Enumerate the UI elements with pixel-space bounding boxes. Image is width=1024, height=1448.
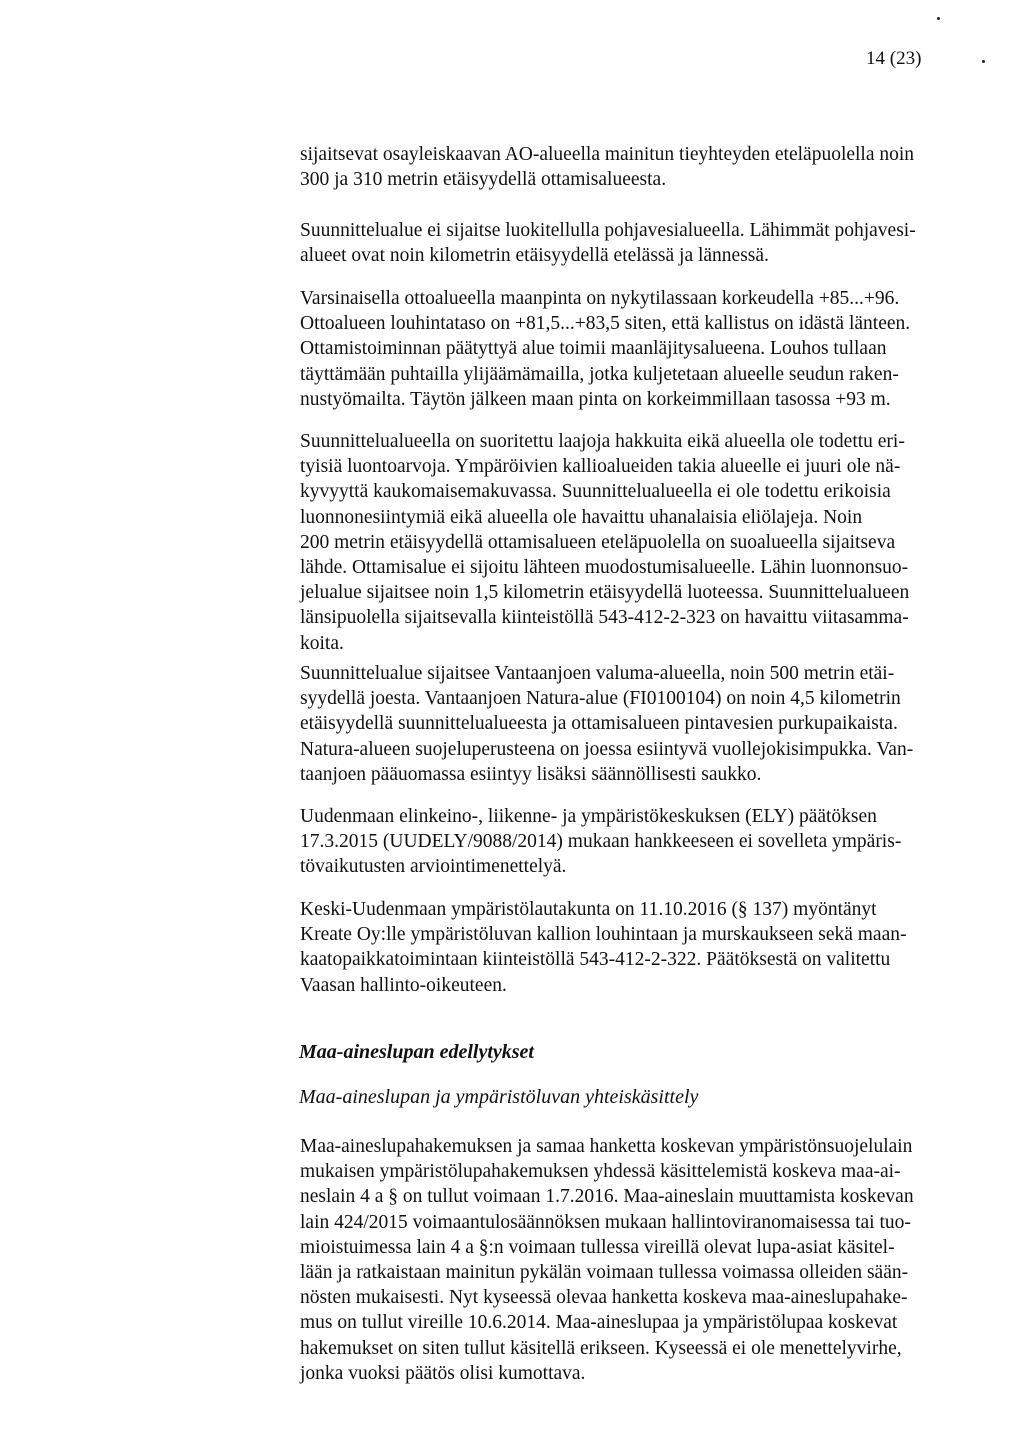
paragraph-line: länsipuolella sijaitsevalla kiinteistöllä 543-412-2-323 on havaittu viitasamma- bbox=[300, 607, 909, 629]
scan-dot-mark bbox=[982, 60, 985, 63]
paragraph-line: täyttämään puhtailla ylijäämämailla, jotka kuljetetaan alueelle seudun raken- bbox=[300, 363, 899, 385]
paragraph-line: tövaikutusten arviointimenettelyä. bbox=[300, 856, 567, 878]
paragraph-line: jonka vuoksi päätös olisi kumottava. bbox=[300, 1362, 586, 1384]
paragraph-line: Suunnittelualue ei sijaitse luokitellulla pohjavesialueella. Lähimmät pohjavesi- bbox=[300, 220, 916, 241]
paragraph-line: neslain 4 a § on tullut voimaan 1.7.2016. Maa-aineslain muuttamista koskevan bbox=[300, 1186, 914, 1208]
subsection-heading: Maa-aineslupan ja ympäristöluvan yhteiskäsittely bbox=[299, 1086, 699, 1108]
paragraph-location bbox=[300, 142, 990, 192]
paragraph-groundwater bbox=[300, 218, 990, 268]
paragraph-watershed bbox=[300, 661, 990, 787]
paragraph-ely-decision bbox=[300, 804, 990, 880]
paragraph-line: Maa-aineslupahakemuksen ja samaa hanketta koskevan ympäristönsuojelulain bbox=[300, 1136, 913, 1157]
paragraph-line: Vaasan hallinto-oikeuteen. bbox=[300, 974, 507, 996]
paragraph-line: Ottamistoiminnan päätyttyä alue toimii maanläjitysalueena. Louhos tullaan bbox=[300, 338, 887, 360]
paragraph-line: mioistuimessa lain 4 a §:n voimaan tullessa vireillä olevat lupa-asiat käsitel- bbox=[300, 1236, 895, 1258]
paragraph-line: taanjoen pääuomassa esiintyy lisäksi säännöllisesti saukko. bbox=[300, 763, 762, 785]
paragraph-line: kaatopaikkatoimintaan kiinteistöllä 543-412-2-322. Päätöksestä on valitettu bbox=[300, 949, 891, 971]
paragraph-line: Suunnittelualueella on suoritettu laajoja hakkuita eikä alueella ole todettu eri- bbox=[300, 431, 905, 452]
paragraph-line: lain 424/2015 voimaantulosäännöksen mukaan hallintoviranomaisessa tai tuo- bbox=[300, 1211, 911, 1233]
paragraph-line: kyvyyttä kaukomaisemakuvassa. Suunnittelualueella ei ole todettu erikoisia bbox=[300, 481, 891, 503]
paragraph-line: tyisiä luontoarvoja. Ympäröivien kallioalueiden takia alueelle ei juuri ole nä- bbox=[300, 456, 901, 478]
paragraph-line: lään ja ratkaistaan mainitun pykälän voimaan tullessa voimassa olleiden sään- bbox=[300, 1262, 909, 1284]
paragraph-line: alueet ovat noin kilometrin etäisyydellä etelässä ja lännessä. bbox=[300, 245, 769, 267]
paragraph-line: Suunnittelualue sijaitsee Vantaanjoen valuma-alueella, noin 500 metrin etäi- bbox=[300, 663, 895, 684]
paragraph-line: sijaitsevat osayleiskaavan AO-alueella mainitun tieyhteyden eteläpuolella noin bbox=[300, 144, 915, 165]
paragraph-elevation bbox=[300, 286, 990, 412]
paragraph-environmental-permit bbox=[300, 897, 990, 998]
paragraph-joint-processing bbox=[300, 1134, 990, 1386]
paragraph-line: Keski-Uudenmaan ympäristölautakunta on 11.10.2016 (§ 137) myöntänyt bbox=[300, 899, 877, 920]
paragraph-line: Varsinaisella ottoalueella maanpinta on nykytilassaan korkeudella +85...+96. bbox=[300, 288, 900, 309]
paragraph-line: mukaisen ympäristölupahakemuksen yhdessä käsittelemistä koskeva maa-ai- bbox=[300, 1161, 901, 1183]
paragraph-line: mus on tullut vireille 10.6.2014. Maa-aineslupaa ja ympäristölupaa koskevat bbox=[300, 1312, 898, 1334]
scan-dot-mark bbox=[937, 17, 940, 20]
paragraph-line: jelualue sijaitsee noin 1,5 kilometrin etäisyydellä luoteessa. Suunnittelualueen bbox=[300, 582, 910, 604]
paragraph-line: 200 metrin etäisyydellä ottamisalueen eteläpuolella on suoalueella sijaitseva bbox=[300, 531, 896, 553]
paragraph-line: koita. bbox=[300, 632, 344, 654]
paragraph-line: 17.3.2015 (UUDELY/9088/2014) mukaan hankkeeseen ei sovelleta ympäris- bbox=[300, 831, 902, 853]
section-heading: Maa-aineslupan edellytykset bbox=[299, 1041, 534, 1063]
paragraph-line: syydellä joesta. Vantaanjoen Natura-alue (FI0100104) on noin 4,5 kilometrin bbox=[300, 688, 901, 710]
paragraph-line: hakemukset on siten tullut käsitellä erikseen. Kyseessä ei ole menettelyvirhe, bbox=[300, 1337, 902, 1359]
paragraph-line: Uudenmaan elinkeino-, liikenne- ja ympäristökeskuksen (ELY) päätöksen bbox=[300, 806, 877, 827]
paragraph-nature-values bbox=[300, 429, 990, 656]
paragraph-line: etäisyydellä suunnittelualueesta ja ottamisalueen pintavesien purkupaikaista. bbox=[300, 713, 898, 735]
page-number: 14 (23) bbox=[866, 48, 922, 69]
paragraph-line: Kreate Oy:lle ympäristöluvan kallion louhintaan ja murskaukseen sekä maan- bbox=[300, 924, 907, 946]
paragraph-line: Natura-alueen suojeluperusteena on joessa esiintyvä vuollejokisimpukka. Van- bbox=[300, 738, 914, 760]
paragraph-line: luonnonesiintymiä eikä alueella ole havaittu uhanalaisia eliölajeja. Noin bbox=[300, 506, 863, 528]
paragraph-line: lähde. Ottamisalue ei sijoitu lähteen muodostumisalueelle. Lähin luonnonsuo- bbox=[300, 557, 909, 579]
paragraph-line: Ottoalueen louhintataso on +81,5...+83,5 siten, että kallistus on idästä länteen. bbox=[300, 313, 911, 335]
paragraph-line: nösten mukaisesti. Nyt kyseessä olevaa hanketta koskeva maa-aineslupahake- bbox=[300, 1287, 908, 1309]
paragraph-line: nustyömailta. Täytön jälkeen maan pinta on korkeimmillaan tasossa +93 m. bbox=[300, 388, 891, 410]
paragraph-line: 300 ja 310 metrin etäisyydellä ottamisalueesta. bbox=[300, 169, 667, 191]
